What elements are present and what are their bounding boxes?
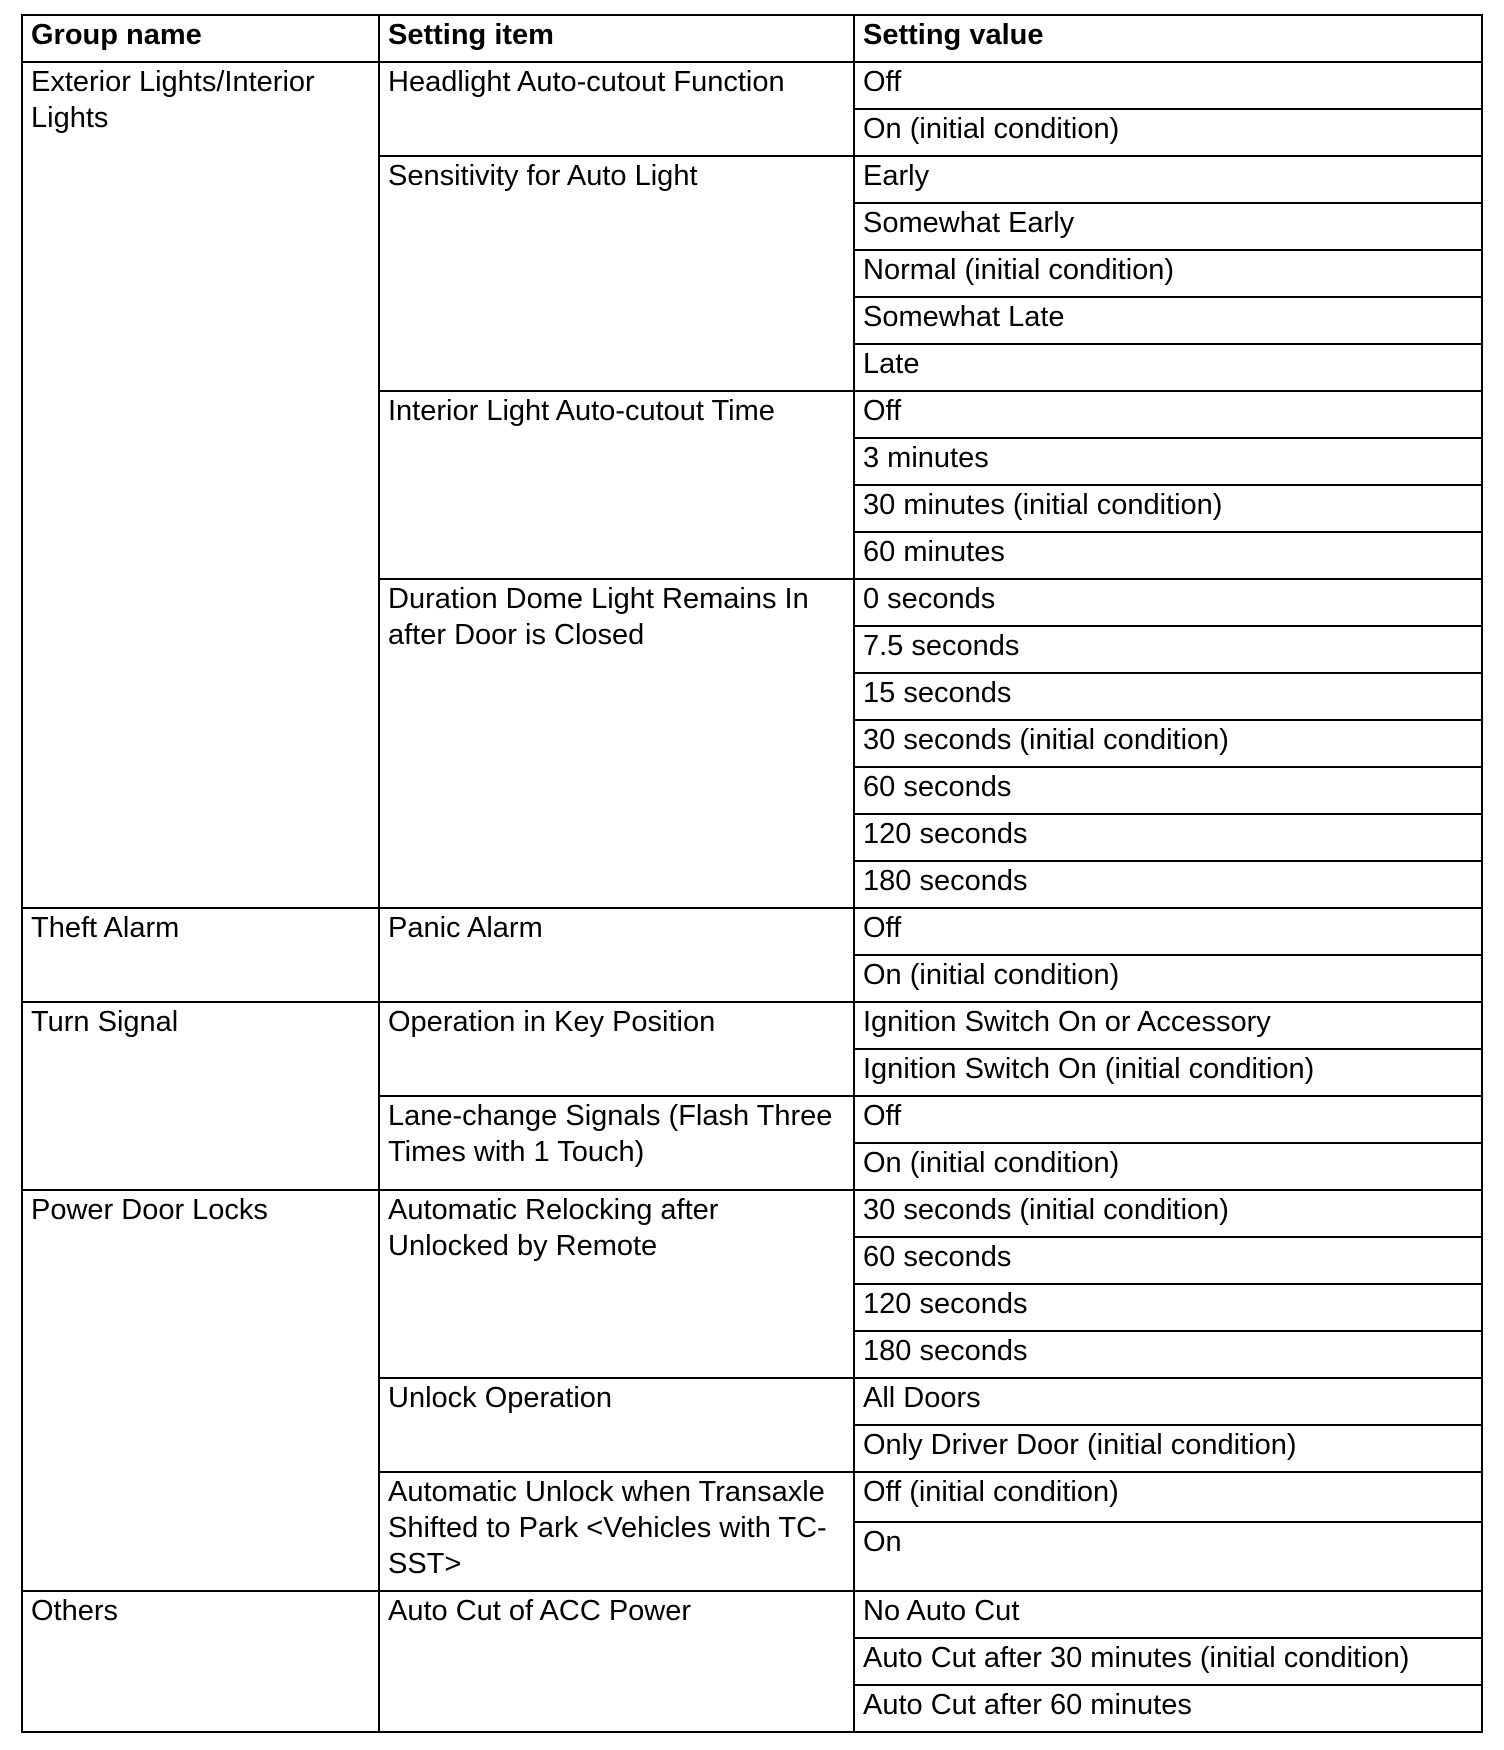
setting-value-cell: 15 seconds (854, 673, 1482, 720)
setting-item-cell: Automatic Relocking after Unlocked by Remote (379, 1190, 854, 1378)
setting-value-cell: Off (initial condition) (854, 1472, 1482, 1522)
setting-value-cell: 180 seconds (854, 1331, 1482, 1378)
setting-value-cell: 30 seconds (initial condition) (854, 1190, 1482, 1237)
header-setting-item: Setting item (379, 15, 854, 62)
setting-item-cell: Headlight Auto-cutout Function (379, 62, 854, 156)
setting-value-cell: 3 minutes (854, 438, 1482, 485)
setting-value-cell: 60 minutes (854, 532, 1482, 579)
setting-value-cell: Ignition Switch On (initial condition) (854, 1049, 1482, 1096)
header-group-name: Group name (22, 15, 379, 62)
setting-item-cell: Lane-change Signals (Flash Three Times with 1 Touch) (379, 1096, 854, 1190)
setting-item-cell: Unlock Operation (379, 1378, 854, 1472)
setting-value-cell: Only Driver Door (initial condition) (854, 1425, 1482, 1472)
table-body (22, 62, 1482, 1732)
setting-item-cell: Automatic Unlock when Transaxle Shifted to Park <Vehicles with TC-SST> (379, 1472, 854, 1591)
setting-value-cell: Late (854, 344, 1482, 391)
settings-table (21, 14, 1483, 1733)
setting-value-cell: On (initial condition) (854, 109, 1482, 156)
setting-value-cell: Early (854, 156, 1482, 203)
setting-value-cell: Ignition Switch On or Accessory (854, 1002, 1482, 1049)
setting-value-cell: No Auto Cut (854, 1591, 1482, 1638)
setting-value-cell: Auto Cut after 30 minutes (initial condition) (854, 1638, 1482, 1685)
header-row (22, 15, 1482, 62)
setting-item-cell: Operation in Key Position (379, 1002, 854, 1096)
table-row (22, 1002, 1482, 1049)
setting-value-cell: 30 minutes (initial condition) (854, 485, 1482, 532)
setting-value-cell: 30 seconds (initial condition) (854, 720, 1482, 767)
setting-item-cell: Duration Dome Light Remains In after Door is Closed (379, 579, 854, 908)
setting-value-cell: Somewhat Late (854, 297, 1482, 344)
table-row (22, 1190, 1482, 1237)
table-row (22, 62, 1482, 109)
setting-value-cell: Off (854, 908, 1482, 955)
setting-value-cell: Off (854, 62, 1482, 109)
setting-value-cell: 7.5 seconds (854, 626, 1482, 673)
setting-value-cell: On (initial condition) (854, 955, 1482, 1002)
group-name-cell: Power Door Locks (22, 1190, 379, 1591)
table-row (22, 908, 1482, 955)
setting-value-cell: On (initial condition) (854, 1143, 1482, 1190)
setting-value-cell: 120 seconds (854, 814, 1482, 861)
setting-value-cell: All Doors (854, 1378, 1482, 1425)
setting-value-cell: 120 seconds (854, 1284, 1482, 1331)
table-row (22, 1591, 1482, 1638)
group-name-cell: Turn Signal (22, 1002, 379, 1190)
setting-item-cell: Interior Light Auto-cutout Time (379, 391, 854, 579)
setting-value-cell: 60 seconds (854, 767, 1482, 814)
setting-value-cell: Auto Cut after 60 minutes (854, 1685, 1482, 1732)
setting-value-cell: Somewhat Early (854, 203, 1482, 250)
setting-value-cell: 180 seconds (854, 861, 1482, 908)
setting-item-cell: Panic Alarm (379, 908, 854, 1002)
setting-item-cell: Auto Cut of ACC Power (379, 1591, 854, 1732)
setting-value-cell: 0 seconds (854, 579, 1482, 626)
group-name-cell: Exterior Lights/Interior Lights (22, 62, 379, 908)
setting-item-cell: Sensitivity for Auto Light (379, 156, 854, 391)
group-name-cell: Theft Alarm (22, 908, 379, 1002)
setting-value-cell: 60 seconds (854, 1237, 1482, 1284)
setting-value-cell: Off (854, 1096, 1482, 1143)
header-setting-value: Setting value (854, 15, 1482, 62)
setting-value-cell: Normal (initial condition) (854, 250, 1482, 297)
setting-value-cell: Off (854, 391, 1482, 438)
group-name-cell: Others (22, 1591, 379, 1732)
setting-value-cell: On (854, 1522, 1482, 1591)
